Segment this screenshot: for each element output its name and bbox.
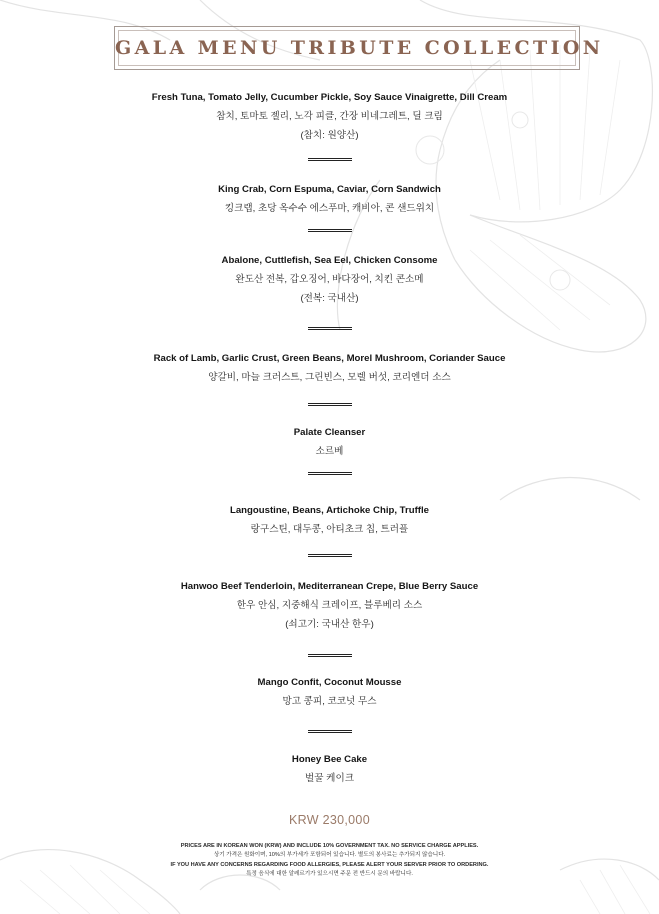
price-notice-korean: 상기 가격은 원화이며, 10%의 부가세가 포함되어 있습니다. 별도의 봉사료는 추가되지 않습니다. [213,852,446,858]
course-korean: 소르베 [315,446,344,457]
course-item [0,352,659,385]
course-item [0,254,659,306]
course-english: Abalone, Cuttlefish, Sea Eel, Chicken Consome [221,255,438,266]
price-notice-english: PRICES ARE IN KOREAN WON (KRW) AND INCLUDE 10% GOVERNMENT TAX. NO SERVICE CHARGE APPLIES. [180,843,479,849]
course-origin-note: (전복: 국내산) [300,293,359,304]
course-item [0,426,659,459]
course-divider [308,229,352,232]
course-korean: 양갈비, 마늘 크러스트, 그린빈스, 모렐 버섯, 코리엔더 소스 [208,372,451,383]
course-korean: 랑구스틴, 대두콩, 아티초크 칩, 트러플 [250,524,409,535]
course-divider [308,554,352,557]
course-english: Fresh Tuna, Tomato Jelly, Cucumber Pickle, Soy Sauce Vinaigrette, Dill Cream [151,92,508,103]
course-divider [308,403,352,406]
course-korean: 완도산 전복, 갑오징어, 바다장어, 치킨 콘소메 [235,274,424,285]
course-divider [308,654,352,657]
course-divider [308,472,352,475]
menu-price: KRW 230,000 [289,813,370,827]
allergy-notice-english: IF YOU HAVE ANY CONCERNS REGARDING FOOD ALLERGIES, PLEASE ALERT YOUR SERVER PRIOR TO ORDERING. [170,862,489,868]
course-item [0,676,659,709]
course-korean: 한우 안심, 지중해식 크레이프, 블루베리 소스 [236,600,423,611]
course-item [0,183,659,216]
course-korean: 망고 콩피, 코코넛 무스 [282,696,377,707]
course-item [0,580,659,632]
course-divider [308,327,352,330]
course-korean: 참치, 토마토 젤리, 노각 피클, 간장 비네그레트, 딜 크림 [216,111,443,122]
course-english: Palate Cleanser [293,427,366,438]
menu-title: GALA MENU TRIBUTE COLLECTION [115,37,604,59]
course-korean: 킹크랩, 초당 옥수수 에스푸마, 캐비아, 콘 샌드위치 [224,203,435,214]
course-english: Mango Confit, Coconut Mousse [257,677,402,688]
course-origin-note: (쇠고기: 국내산 한우) [285,619,374,630]
course-english: Langoustine, Beans, Artichoke Chip, Truffle [229,505,429,516]
course-english: Rack of Lamb, Garlic Crust, Green Beans, Morel Mushroom, Coriander Sauce [153,353,506,364]
course-origin-note: (참치: 원양산) [300,130,359,141]
course-divider [308,158,352,161]
course-item [0,753,659,786]
course-divider [308,730,352,733]
course-item [0,504,659,537]
course-english: King Crab, Corn Espuma, Caviar, Corn Sandwich [218,184,441,195]
course-item [0,91,659,143]
title-frame [114,26,604,70]
allergy-notice-korean: 특정 음식에 대한 알레르기가 있으시면 주문 전 반드시 문의 바랍니다. [246,871,413,877]
course-english: Hanwoo Beef Tenderloin, Mediterranean Crepe, Blue Berry Sauce [180,581,479,592]
course-korean: 벌꿀 케이크 [304,773,354,784]
course-english: Honey Bee Cake [291,754,368,765]
